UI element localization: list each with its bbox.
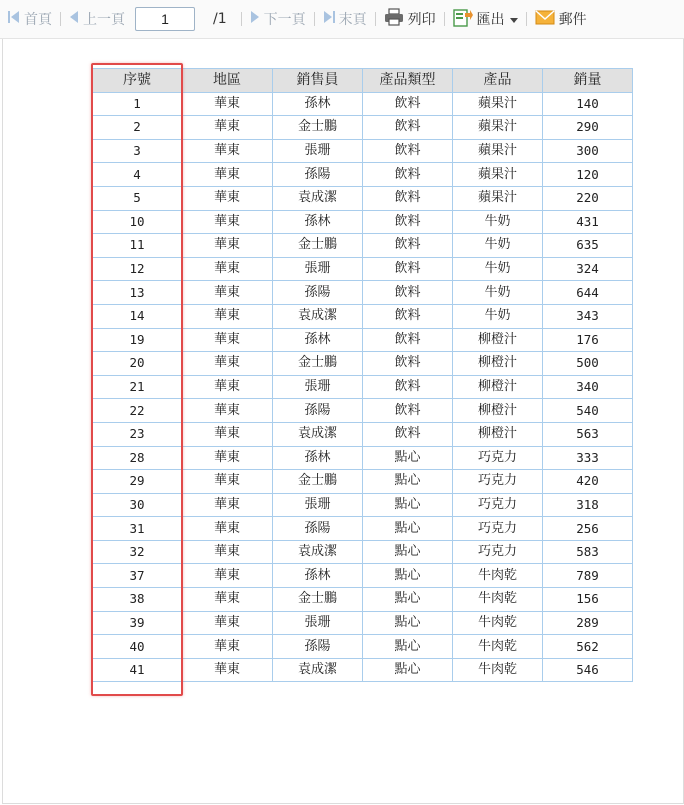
serial-cell: 3 [93,139,182,163]
toolbar-divider [444,12,445,26]
table-row [93,234,633,258]
serial-cell: 21 [93,375,182,399]
serial-cell: 5 [93,186,182,210]
sales-cell: 120 [543,163,633,187]
serial-cell: 30 [93,493,182,517]
product-type-cell: 點心 [363,658,453,682]
product-cell: 牛肉乾 [453,588,543,612]
print-button[interactable] [380,5,440,33]
prev-page-label: 上一頁 [83,12,125,28]
table-row [93,564,633,588]
product-type-cell: 飲料 [363,352,453,376]
report-table [92,68,633,682]
salesperson-cell: 孫陽 [273,163,363,187]
region-cell: 華東 [182,210,273,234]
envelope-icon [535,9,555,29]
product-type-cell: 飲料 [363,304,453,328]
product-cell: 巧克力 [453,517,543,541]
serial-cell: 4 [93,163,182,187]
column-header-product-type[interactable]: 產品類型 [363,69,453,93]
table-body [93,92,633,682]
salesperson-cell: 孫林 [273,92,363,116]
sales-cell: 290 [543,116,633,140]
table-row [93,399,633,423]
sales-cell: 431 [543,210,633,234]
product-cell: 牛奶 [453,257,543,281]
salesperson-cell: 張珊 [273,493,363,517]
salesperson-cell: 金士鵬 [273,234,363,258]
region-cell: 華東 [182,234,273,258]
next-page-label: 下一頁 [263,12,306,28]
product-cell: 牛肉乾 [453,564,543,588]
sales-cell: 562 [543,635,633,659]
product-cell: 柳橙汁 [453,399,543,423]
table-row [93,257,633,281]
first-page-icon [8,10,20,28]
serial-cell: 23 [93,422,182,446]
product-cell: 蘋果汁 [453,163,543,187]
salesperson-cell: 張珊 [273,375,363,399]
sales-cell: 546 [543,658,633,682]
salesperson-cell: 孫林 [273,446,363,470]
region-cell: 華東 [182,116,273,140]
region-cell: 華東 [182,540,273,564]
region-cell: 華東 [182,658,273,682]
table-row [93,635,633,659]
salesperson-cell: 袁成潔 [273,658,363,682]
sales-cell: 220 [543,186,633,210]
last-page-button[interactable] [319,5,371,33]
mail-label: 郵件 [558,12,587,28]
salesperson-cell: 袁成潔 [273,186,363,210]
next-page-icon [250,10,260,28]
product-type-cell: 飲料 [363,186,453,210]
region-cell: 華東 [182,139,273,163]
column-header-sales[interactable]: 銷量 [543,69,633,93]
region-cell: 華東 [182,281,273,305]
product-type-cell: 飲料 [363,139,453,163]
salesperson-cell: 孫陽 [273,399,363,423]
serial-cell: 12 [93,257,182,281]
serial-cell: 37 [93,564,182,588]
serial-cell: 20 [93,352,182,376]
export-label: 匯出 [476,12,505,28]
table-header-row [93,69,633,93]
table-row [93,658,633,682]
column-header-salesperson[interactable]: 銷售員 [273,69,363,93]
page-total: /1 [213,11,227,27]
region-cell: 華東 [182,635,273,659]
product-type-cell: 點心 [363,540,453,564]
serial-cell: 29 [93,470,182,494]
serial-cell: 38 [93,588,182,612]
sales-cell: 500 [543,352,633,376]
product-cell: 蘋果汁 [453,186,543,210]
product-type-cell: 點心 [363,611,453,635]
product-type-cell: 飲料 [363,257,453,281]
region-cell: 華東 [182,163,273,187]
product-cell: 牛奶 [453,281,543,305]
serial-cell: 2 [93,116,182,140]
serial-cell: 31 [93,517,182,541]
serial-cell: 19 [93,328,182,352]
sales-cell: 176 [543,328,633,352]
region-cell: 華東 [182,588,273,612]
salesperson-cell: 張珊 [273,257,363,281]
column-header-product[interactable]: 產品 [453,69,543,93]
salesperson-cell: 金士鵬 [273,116,363,140]
toolbar-divider [60,12,61,26]
sales-cell: 140 [543,92,633,116]
sales-cell: 644 [543,281,633,305]
product-type-cell: 飲料 [363,163,453,187]
region-cell: 華東 [182,399,273,423]
serial-cell: 1 [93,92,182,116]
serial-cell: 10 [93,210,182,234]
sales-cell: 318 [543,493,633,517]
salesperson-cell: 孫林 [273,564,363,588]
region-cell: 華東 [182,257,273,281]
salesperson-cell: 袁成潔 [273,304,363,328]
product-cell: 蘋果汁 [453,116,543,140]
report-toolbar [0,0,684,39]
serial-cell: 32 [93,540,182,564]
salesperson-cell: 張珊 [273,611,363,635]
product-type-cell: 飲料 [363,399,453,423]
prev-page-icon [69,10,79,28]
product-type-cell: 飲料 [363,422,453,446]
region-cell: 華東 [182,186,273,210]
table-row [93,163,633,187]
table-row [93,517,633,541]
region-cell: 華東 [182,422,273,446]
region-cell: 華東 [182,92,273,116]
sales-cell: 540 [543,399,633,423]
table-row [93,139,633,163]
sales-cell: 289 [543,611,633,635]
column-header-region[interactable]: 地區 [182,69,273,93]
sales-cell: 333 [543,446,633,470]
toolbar-divider [241,12,242,26]
product-cell: 牛肉乾 [453,658,543,682]
product-type-cell: 飲料 [363,116,453,140]
table-row [93,540,633,564]
product-type-cell: 飲料 [363,92,453,116]
serial-cell: 39 [93,611,182,635]
sales-cell: 789 [543,564,633,588]
salesperson-cell: 孫陽 [273,635,363,659]
serial-cell: 28 [93,446,182,470]
sales-cell: 420 [543,470,633,494]
table-row [93,210,633,234]
region-cell: 華東 [182,446,273,470]
next-page-button[interactable] [246,5,310,33]
table-row [93,328,633,352]
sales-cell: 563 [543,422,633,446]
salesperson-cell: 張珊 [273,139,363,163]
product-cell: 牛肉乾 [453,611,543,635]
product-cell: 巧克力 [453,493,543,517]
product-cell: 牛奶 [453,304,543,328]
sales-cell: 635 [543,234,633,258]
export-button[interactable] [449,5,522,33]
product-type-cell: 點心 [363,588,453,612]
product-cell: 柳橙汁 [453,422,543,446]
product-type-cell: 點心 [363,517,453,541]
sales-cell: 324 [543,257,633,281]
product-type-cell: 點心 [363,564,453,588]
table-row [93,352,633,376]
table-row [93,116,633,140]
print-label: 列印 [407,12,436,28]
toolbar-divider [314,12,315,26]
product-type-cell: 點心 [363,635,453,659]
sales-cell: 340 [543,375,633,399]
table-row [93,493,633,517]
region-cell: 華東 [182,375,273,399]
last-page-icon [323,10,335,28]
product-cell: 巧克力 [453,446,543,470]
product-cell: 蘋果汁 [453,139,543,163]
salesperson-cell: 金士鵬 [273,470,363,494]
product-cell: 牛奶 [453,234,543,258]
prev-page-button[interactable] [65,5,129,33]
product-type-cell: 點心 [363,470,453,494]
table-row [93,422,633,446]
region-cell: 華東 [182,470,273,494]
salesperson-cell: 袁成潔 [273,540,363,564]
serial-cell: 22 [93,399,182,423]
chevron-down-icon [510,11,518,27]
sales-cell: 583 [543,540,633,564]
salesperson-cell: 孫林 [273,328,363,352]
product-cell: 柳橙汁 [453,352,543,376]
sales-cell: 343 [543,304,633,328]
serial-cell: 11 [93,234,182,258]
region-cell: 華東 [182,328,273,352]
sales-cell: 156 [543,588,633,612]
table-row [93,470,633,494]
product-type-cell: 點心 [363,446,453,470]
region-cell: 華東 [182,611,273,635]
table-row [93,611,633,635]
sales-cell: 256 [543,517,633,541]
product-cell: 牛肉乾 [453,635,543,659]
product-cell: 柳橙汁 [453,375,543,399]
table-row [93,92,633,116]
page-number-input[interactable] [135,7,195,31]
serial-cell: 13 [93,281,182,305]
serial-cell: 40 [93,635,182,659]
region-cell: 華東 [182,304,273,328]
salesperson-cell: 孫林 [273,210,363,234]
table-row [93,281,633,305]
table-row [93,304,633,328]
salesperson-cell: 孫陽 [273,281,363,305]
product-cell: 蘋果汁 [453,92,543,116]
serial-cell: 41 [93,658,182,682]
toolbar-divider [375,12,376,26]
product-type-cell: 飲料 [363,375,453,399]
product-cell: 柳橙汁 [453,328,543,352]
last-page-label: 末頁 [338,12,367,28]
region-cell: 華東 [182,352,273,376]
sales-cell: 300 [543,139,633,163]
toolbar-divider [526,12,527,26]
first-page-label: 首頁 [24,12,52,28]
salesperson-cell: 孫陽 [273,517,363,541]
product-cell: 巧克力 [453,540,543,564]
mail-button[interactable] [531,5,591,33]
table-row [93,588,633,612]
product-type-cell: 飲料 [363,281,453,305]
table-row [93,186,633,210]
export-icon [453,7,473,31]
region-cell: 華東 [182,493,273,517]
product-cell: 巧克力 [453,470,543,494]
table-row [93,375,633,399]
column-header-serial[interactable]: 序號 [93,69,182,93]
region-cell: 華東 [182,517,273,541]
product-type-cell: 飲料 [363,210,453,234]
product-cell: 牛奶 [453,210,543,234]
region-cell: 華東 [182,564,273,588]
printer-icon [384,8,404,30]
serial-cell: 14 [93,304,182,328]
product-type-cell: 飲料 [363,328,453,352]
salesperson-cell: 金士鵬 [273,588,363,612]
table-row [93,446,633,470]
first-page-button[interactable] [4,5,56,33]
product-type-cell: 飲料 [363,234,453,258]
salesperson-cell: 袁成潔 [273,422,363,446]
salesperson-cell: 金士鵬 [273,352,363,376]
product-type-cell: 點心 [363,493,453,517]
